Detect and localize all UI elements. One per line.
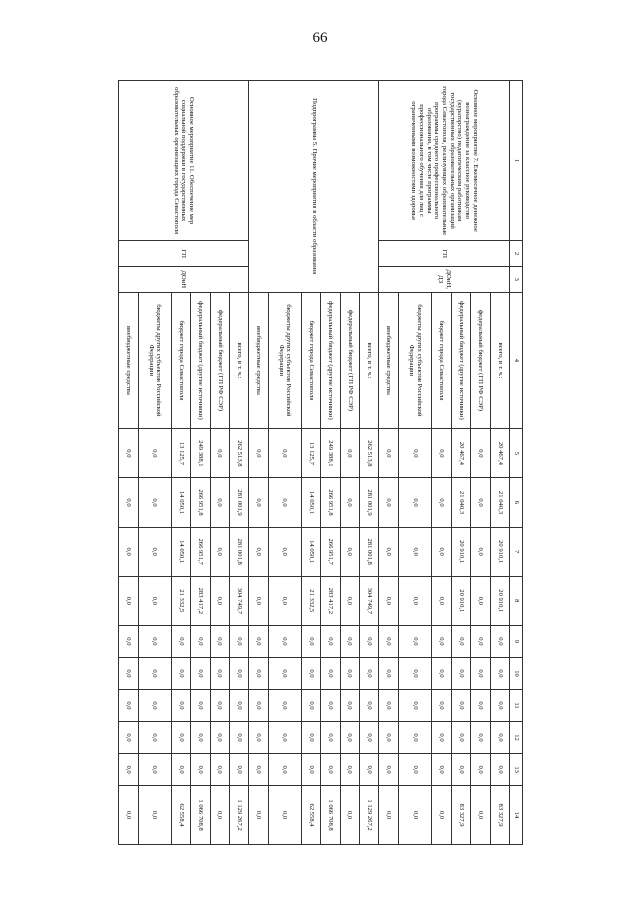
value-cell: 0,0 (398, 576, 431, 625)
value-cell: 0,0 (268, 786, 301, 845)
value-cell: 0,0 (268, 478, 301, 527)
value-cell: 0,0 (138, 786, 171, 845)
value-cell: 0,0 (191, 689, 210, 721)
value-cell: 1 129 267,2 (229, 786, 248, 845)
value-cell: 0,0 (138, 576, 171, 625)
value-cell: 0,0 (471, 689, 490, 721)
value-cell: 0,0 (191, 625, 210, 657)
header-cell: 4 (510, 292, 523, 429)
value-cell: 14 050,1 (301, 478, 320, 527)
value-cell: 0,0 (210, 786, 229, 845)
value-cell: 0,0 (119, 689, 139, 721)
value-cell: 0,0 (359, 689, 378, 721)
value-cell: 0,0 (340, 689, 359, 721)
value-cell: 0,0 (379, 657, 399, 689)
value-cell: 14 050,1 (171, 478, 190, 527)
value-cell: 0,0 (268, 722, 301, 754)
table-row (359, 81, 378, 845)
funding-source-cell: бюджеты других субъектов Российской Федерации (138, 292, 171, 429)
value-cell: 0,0 (138, 722, 171, 754)
value-cell: 0,0 (138, 657, 171, 689)
status-cell: ГП (119, 241, 249, 267)
value-cell: 0,0 (398, 478, 431, 527)
value-cell: 0,0 (210, 576, 229, 625)
rotated-table-wrapper (118, 80, 523, 845)
value-cell: 0,0 (249, 527, 268, 576)
value-cell: 0,0 (268, 429, 301, 478)
value-cell: 0,0 (119, 576, 139, 625)
value-cell: 0,0 (490, 689, 509, 721)
value-cell: 0,0 (171, 689, 190, 721)
value-cell: 0,0 (210, 625, 229, 657)
value-cell: 0,0 (119, 625, 139, 657)
funding-source-cell: бюджет города Севастополя (301, 292, 320, 429)
value-cell: 0,0 (171, 754, 190, 786)
value-cell: 0,0 (471, 754, 490, 786)
value-cell: 0,0 (301, 689, 320, 721)
value-cell: 21 040,3 (451, 478, 470, 527)
value-cell: 83 327,9 (490, 786, 509, 845)
table-header-row (510, 81, 523, 845)
value-cell: 0,0 (119, 478, 139, 527)
header-cell: 3 (510, 266, 523, 292)
value-cell: 281 001,9 (359, 478, 378, 527)
value-cell: 0,0 (451, 689, 470, 721)
value-cell: 0,0 (301, 722, 320, 754)
value-cell: 0,0 (249, 722, 268, 754)
value-cell: 0,0 (321, 689, 340, 721)
value-cell: 0,0 (432, 527, 451, 576)
budget-table (118, 80, 523, 845)
value-cell: 0,0 (471, 625, 490, 657)
value-cell: 0,0 (340, 786, 359, 845)
value-cell: 0,0 (268, 625, 301, 657)
value-cell: 281 001,8 (229, 527, 248, 576)
value-cell: 266 951,7 (321, 527, 340, 576)
table-row (229, 81, 248, 845)
value-cell: 262 513,8 (359, 429, 378, 478)
value-cell: 0,0 (398, 754, 431, 786)
funding-source-cell: всего, в т. ч.: (359, 292, 378, 429)
value-cell: 0,0 (210, 527, 229, 576)
value-cell: 304 749,7 (229, 576, 248, 625)
executor-cell: ДОиН (119, 266, 249, 292)
value-cell: 0,0 (432, 657, 451, 689)
value-cell: 0,0 (138, 754, 171, 786)
value-cell: 20 910,1 (451, 527, 470, 576)
value-cell: 0,0 (171, 657, 190, 689)
header-cell: 10 (510, 657, 523, 689)
value-cell: 0,0 (432, 786, 451, 845)
value-cell: 0,0 (451, 754, 470, 786)
value-cell: 0,0 (471, 722, 490, 754)
value-cell: 0,0 (379, 527, 399, 576)
activity-name-cell: Основное мероприятие 11. Обеспечение мер социальной поддержки в государственных образовательных организациях города Севастополя (119, 81, 249, 241)
value-cell: 0,0 (229, 657, 248, 689)
value-cell: 0,0 (340, 576, 359, 625)
value-cell: 266 951,7 (191, 527, 210, 576)
value-cell: 0,0 (340, 625, 359, 657)
value-cell: 1 066 708,8 (321, 786, 340, 845)
header-cell: 8 (510, 576, 523, 625)
value-cell: 0,0 (191, 657, 210, 689)
value-cell: 0,0 (301, 657, 320, 689)
table-body (119, 81, 510, 845)
funding-source-cell: внебюджетные средства (119, 292, 139, 429)
header-cell: 12 (510, 722, 523, 754)
value-cell: 249 388,1 (191, 429, 210, 478)
value-cell: 20 910,1 (490, 527, 509, 576)
value-cell: 0,0 (249, 478, 268, 527)
value-cell: 0,0 (432, 576, 451, 625)
table-frame (118, 80, 523, 845)
value-cell: 0,0 (210, 478, 229, 527)
value-cell: 0,0 (191, 722, 210, 754)
value-cell: 14 050,1 (171, 527, 190, 576)
value-cell: 0,0 (340, 657, 359, 689)
value-cell: 0,0 (451, 722, 470, 754)
value-cell: 0,0 (229, 754, 248, 786)
value-cell: 0,0 (432, 722, 451, 754)
value-cell: 266 951,8 (191, 478, 210, 527)
status-cell: ГП (379, 241, 510, 267)
value-cell: 304 749,7 (359, 576, 378, 625)
value-cell: 0,0 (249, 689, 268, 721)
value-cell: 0,0 (268, 657, 301, 689)
value-cell: 0,0 (321, 754, 340, 786)
value-cell: 0,0 (471, 657, 490, 689)
value-cell: 13 125,7 (301, 429, 320, 478)
value-cell: 0,0 (340, 478, 359, 527)
funding-source-cell: федеральный бюджет (ГП РФ СЭР) (340, 292, 359, 429)
value-cell: 0,0 (379, 722, 399, 754)
value-cell: 262 513,8 (229, 429, 248, 478)
value-cell: 0,0 (340, 722, 359, 754)
funding-source-cell: федеральный бюджет (ГП РФ СЭР) (471, 292, 490, 429)
value-cell: 0,0 (268, 527, 301, 576)
header-cell: 13 (510, 754, 523, 786)
value-cell: 0,0 (229, 722, 248, 754)
value-cell: 0,0 (490, 722, 509, 754)
funding-source-cell: федеральный бюджет (другие источники) (321, 292, 340, 429)
value-cell: 0,0 (138, 478, 171, 527)
value-cell: 0,0 (249, 754, 268, 786)
value-cell: 0,0 (340, 527, 359, 576)
value-cell: 0,0 (379, 754, 399, 786)
value-cell: 21 332,5 (301, 576, 320, 625)
value-cell: 0,0 (119, 657, 139, 689)
value-cell: 0,0 (398, 722, 431, 754)
value-cell: 1 129 267,2 (359, 786, 378, 845)
value-cell: 0,0 (379, 478, 399, 527)
value-cell: 0,0 (119, 786, 139, 845)
value-cell: 0,0 (490, 625, 509, 657)
value-cell: 21 040,3 (490, 478, 509, 527)
value-cell: 0,0 (359, 625, 378, 657)
value-cell: 0,0 (379, 625, 399, 657)
value-cell: 0,0 (119, 722, 139, 754)
value-cell: 0,0 (210, 722, 229, 754)
value-cell: 14 050,1 (301, 527, 320, 576)
value-cell: 0,0 (379, 689, 399, 721)
value-cell: 0,0 (490, 754, 509, 786)
value-cell: 0,0 (379, 429, 399, 478)
value-cell: 0,0 (398, 429, 431, 478)
value-cell: 0,0 (249, 786, 268, 845)
funding-source-cell: федеральный бюджет (другие источники) (191, 292, 210, 429)
value-cell: 0,0 (249, 657, 268, 689)
header-cell: 14 (510, 786, 523, 845)
value-cell: 83 327,9 (451, 786, 470, 845)
header-cell: 9 (510, 625, 523, 657)
value-cell: 21 332,5 (171, 576, 190, 625)
value-cell: 0,0 (171, 722, 190, 754)
value-cell: 0,0 (249, 625, 268, 657)
value-cell: 0,0 (210, 429, 229, 478)
value-cell: 0,0 (379, 786, 399, 845)
executor-cell: ДОиН, ДЗ (379, 266, 510, 292)
funding-source-cell: бюджеты других субъектов Российской Федерации (398, 292, 431, 429)
value-cell: 0,0 (321, 625, 340, 657)
value-cell: 283 417,2 (321, 576, 340, 625)
value-cell: 0,0 (340, 429, 359, 478)
value-cell: 0,0 (301, 754, 320, 786)
value-cell: 0,0 (471, 786, 490, 845)
funding-source-cell: всего, в т. ч.: (229, 292, 248, 429)
value-cell: 0,0 (471, 527, 490, 576)
value-cell: 0,0 (229, 689, 248, 721)
value-cell: 0,0 (359, 722, 378, 754)
value-cell: 0,0 (432, 754, 451, 786)
funding-source-cell: внебюджетные средства (249, 292, 268, 429)
value-cell: 266 951,8 (321, 478, 340, 527)
value-cell: 1 066 708,8 (191, 786, 210, 845)
value-cell: 0,0 (210, 754, 229, 786)
value-cell: 0,0 (268, 689, 301, 721)
funding-source-cell: федеральный бюджет (ГП РФ СЭР) (210, 292, 229, 429)
value-cell: 281 001,9 (229, 478, 248, 527)
value-cell: 20 910,1 (490, 576, 509, 625)
value-cell: 20 467,4 (490, 429, 509, 478)
value-cell: 0,0 (119, 429, 139, 478)
value-cell: 0,0 (119, 754, 139, 786)
value-cell: 0,0 (398, 527, 431, 576)
page-number: 66 (312, 30, 328, 46)
value-cell: 0,0 (301, 625, 320, 657)
value-cell: 62 558,4 (301, 786, 320, 845)
value-cell: 0,0 (249, 576, 268, 625)
value-cell: 0,0 (432, 625, 451, 657)
value-cell: 20 467,4 (451, 429, 470, 478)
value-cell: 0,0 (490, 657, 509, 689)
value-cell: 0,0 (398, 689, 431, 721)
header-cell: 1 (510, 81, 523, 241)
value-cell: 0,0 (191, 754, 210, 786)
value-cell: 0,0 (398, 657, 431, 689)
header-cell: 5 (510, 429, 523, 478)
table-row (490, 81, 509, 845)
value-cell: 0,0 (471, 576, 490, 625)
value-cell: 281 001,8 (359, 527, 378, 576)
value-cell: 0,0 (210, 689, 229, 721)
value-cell: 0,0 (321, 657, 340, 689)
value-cell: 249 388,1 (321, 429, 340, 478)
value-cell: 0,0 (451, 625, 470, 657)
value-cell: 0,0 (359, 754, 378, 786)
value-cell: 0,0 (340, 754, 359, 786)
header-cell: 11 (510, 689, 523, 721)
value-cell: 0,0 (119, 527, 139, 576)
activity-name-cell: Основное мероприятие 7. Ежемесячное денежное вознаграждение за классное руководство (кураторство) педагогическим работникам государственных образовательных организаций города Севастополя, реализующих образовательные программы среднего профессионального образования, в том числе программы профессионального обучения для лиц с ограниченными возможностями здоровья (379, 81, 510, 241)
header-cell: 7 (510, 527, 523, 576)
funding-source-cell: бюджет города Севастополя (432, 292, 451, 429)
value-cell: 0,0 (471, 429, 490, 478)
value-cell: 0,0 (138, 527, 171, 576)
value-cell: 20 910,1 (451, 576, 470, 625)
value-cell: 0,0 (138, 429, 171, 478)
value-cell: 0,0 (398, 625, 431, 657)
value-cell: 0,0 (432, 478, 451, 527)
subprogram-name-cell: Подпрограмма 5. Прочие мероприятия в области образования (249, 81, 379, 293)
value-cell: 0,0 (432, 429, 451, 478)
header-cell: 6 (510, 478, 523, 527)
value-cell: 0,0 (249, 429, 268, 478)
funding-source-cell: бюджет города Севастополя (171, 292, 190, 429)
value-cell: 0,0 (229, 625, 248, 657)
funding-source-cell: бюджеты других субъектов Российской Федерации (268, 292, 301, 429)
value-cell: 0,0 (210, 657, 229, 689)
value-cell: 0,0 (138, 625, 171, 657)
value-cell: 0,0 (171, 625, 190, 657)
funding-source-cell: федеральный бюджет (другие источники) (451, 292, 470, 429)
value-cell: 0,0 (359, 657, 378, 689)
value-cell: 0,0 (471, 478, 490, 527)
value-cell: 0,0 (268, 754, 301, 786)
value-cell: 0,0 (398, 786, 431, 845)
header-cell: 2 (510, 241, 523, 267)
funding-source-cell: внебюджетные средства (379, 292, 399, 429)
value-cell: 0,0 (138, 689, 171, 721)
value-cell: 62 558,4 (171, 786, 190, 845)
value-cell: 283 417,2 (191, 576, 210, 625)
value-cell: 0,0 (432, 689, 451, 721)
value-cell: 0,0 (451, 657, 470, 689)
value-cell: 0,0 (321, 722, 340, 754)
value-cell: 13 125,7 (171, 429, 190, 478)
funding-source-cell: всего, в т. ч.: (490, 292, 509, 429)
value-cell: 0,0 (379, 576, 399, 625)
value-cell: 0,0 (268, 576, 301, 625)
